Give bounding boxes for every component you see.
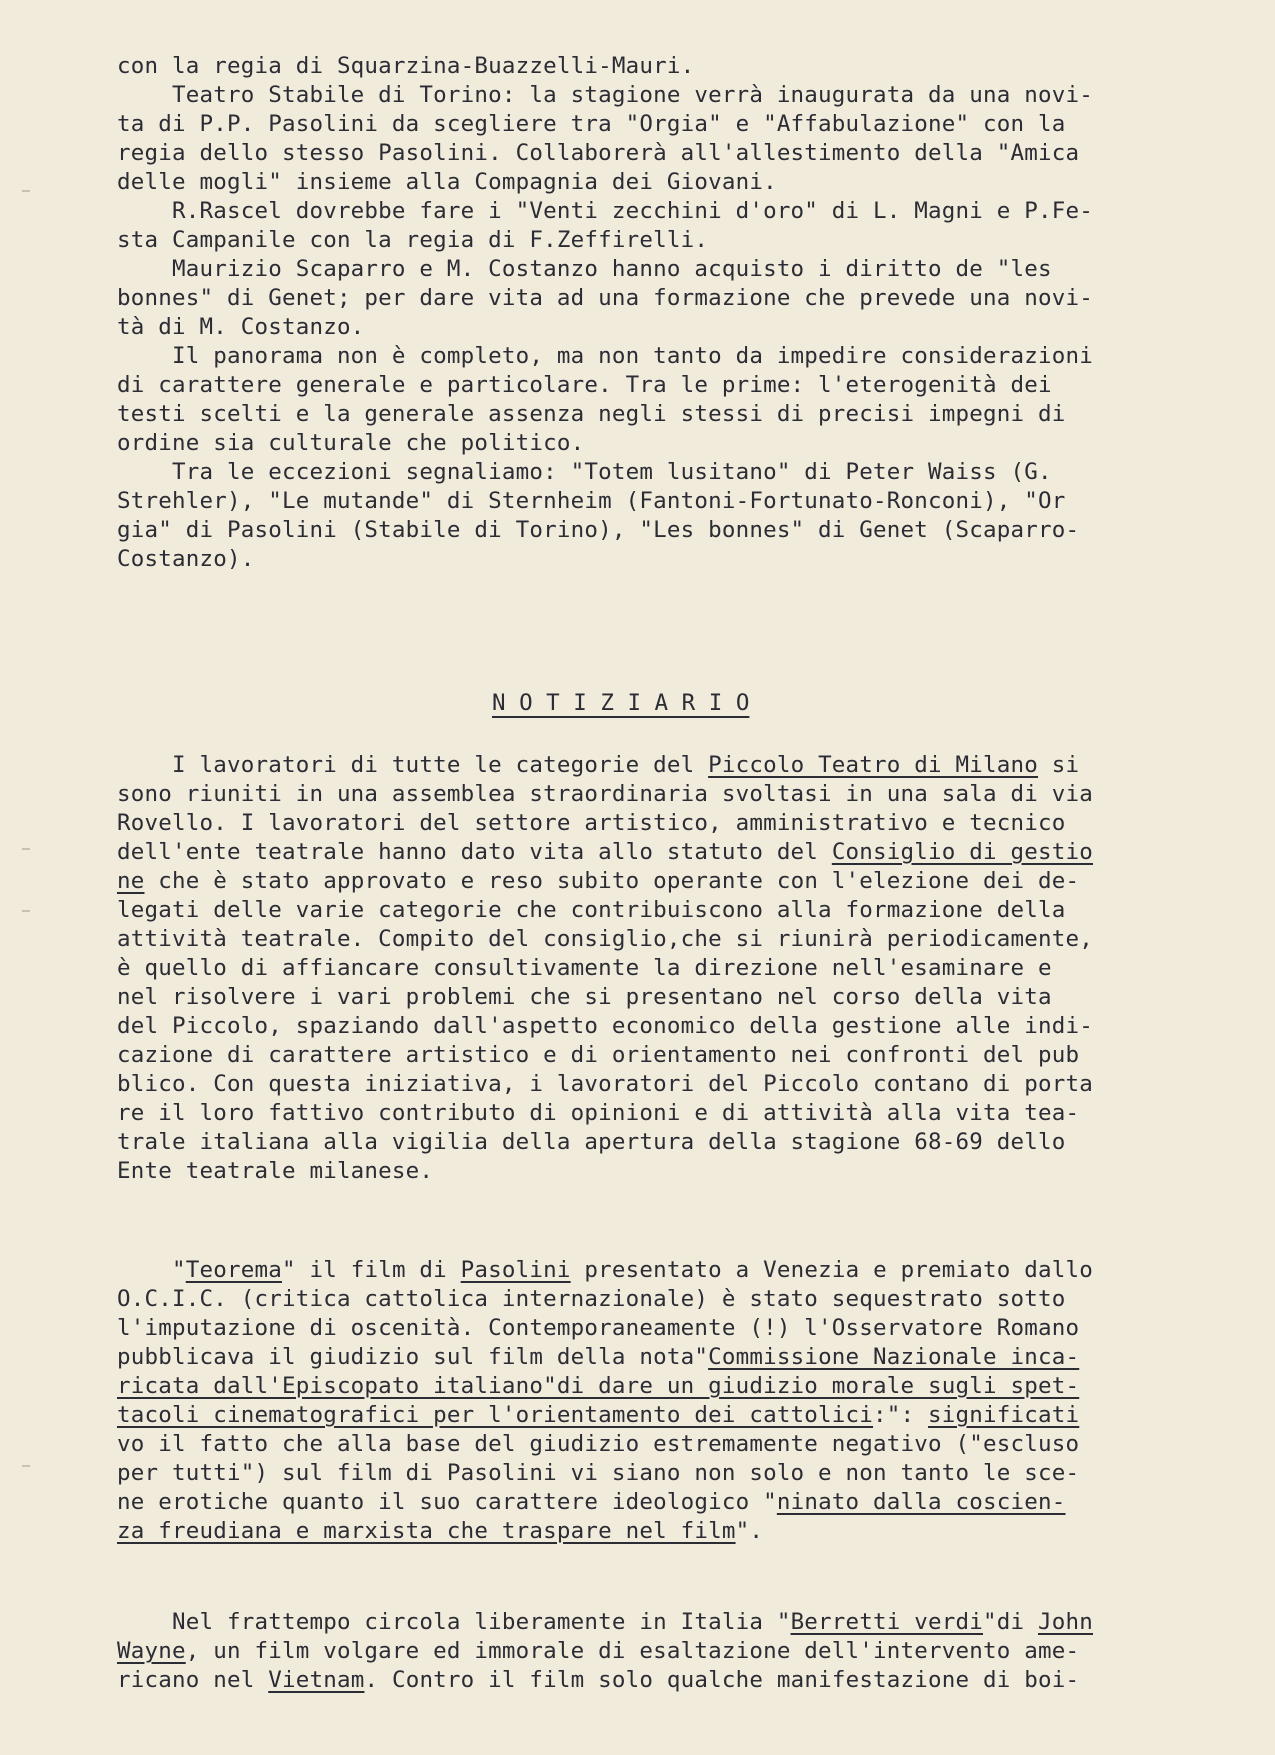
text-run: pubblicava il giudizio sul film della nota" [117, 1344, 709, 1370]
text-line [117, 81, 1093, 110]
text-line [117, 1070, 1093, 1099]
text-line [117, 1459, 1093, 1488]
text-run: . Contro il film solo qualche manifestazione di boi- [364, 1667, 1080, 1693]
text-run: O.C.I.C. (critica cattolica internazionale) è stato sequestrato sotto [117, 1286, 1066, 1312]
text-run: Tra le eccezioni segnaliamo: "Totem lusitano" di Peter Waiss (G. [117, 459, 1052, 485]
text-run: legati delle varie categorie che contribuiscono alla formazione della [117, 897, 1066, 923]
text-run: l'imputazione di oscenità. Contemporaneamente (!) l'Osservatore Romano [117, 1315, 1080, 1341]
text-run: ta di P.P. Pasolini da scegliere tra "Orgia" e "Affabulazione" con la [117, 111, 1066, 137]
underlined-text: Consiglio di gestio [831, 839, 1093, 865]
text-run: Teatro Stabile di Torino: la stagione verrà inaugurata da una novi- [117, 82, 1093, 108]
margin-mark [22, 848, 30, 850]
text-line [117, 838, 1093, 867]
text-line [117, 780, 1093, 809]
text-line [117, 751, 1093, 780]
text-line [117, 1343, 1093, 1372]
teorema-paragraph [117, 1256, 1093, 1546]
text-run: "di [983, 1609, 1039, 1635]
text-run: blico. Con questa iniziativa, i lavoratori del Piccolo contano di porta [117, 1071, 1093, 1097]
text-run: delle mogli" insieme alla Compagnia dei Giovani. [117, 169, 777, 195]
text-line [117, 867, 1093, 896]
text-line [117, 1099, 1093, 1128]
text-run: re il loro fattivo contributo di opinioni e di attività alla vita tea- [117, 1100, 1080, 1126]
text-run: con la regia di Squarzina-Buazzelli-Mauri. [117, 53, 695, 79]
text-run: ricano nel [117, 1667, 269, 1693]
underlined-text: Piccolo Teatro di Milano [708, 752, 1039, 778]
text-run: Ente teatrale milanese. [117, 1158, 434, 1184]
text-run: cazione di carattere artistico e di orientamento nei confronti del pub [117, 1042, 1080, 1068]
text-run: ordine sia culturale che politico. [117, 430, 585, 456]
piccolo-teatro-paragraph [117, 751, 1093, 1186]
text-line [117, 1666, 1093, 1695]
text-line [117, 1637, 1093, 1666]
underlined-text: za freudiana e marxista che traspare nel film [117, 1518, 736, 1544]
text-run: del Piccolo, spaziando dall'aspetto economico della gestione alle indi- [117, 1013, 1093, 1039]
theatre-season-paragraph [117, 52, 1093, 574]
text-run: :": [873, 1402, 929, 1428]
text-line [117, 1488, 1093, 1517]
text-run: presentato a Venezia e premiato dallo [570, 1257, 1094, 1283]
text-run: " il film di [281, 1257, 461, 1283]
text-run: di carattere generale e particolare. Tra le prime: l'eterogenità dei [117, 372, 1052, 398]
underlined-text: Commissione Nazionale inca- [708, 1344, 1080, 1370]
text-run: si [1038, 752, 1080, 778]
text-line [117, 255, 1093, 284]
text-line [117, 226, 1093, 255]
berretti-verdi-paragraph [117, 1608, 1093, 1695]
underlined-text: John [1038, 1609, 1094, 1635]
underlined-text: ne [117, 868, 145, 894]
text-line [117, 1128, 1093, 1157]
text-run: nel risolvere i vari problemi che si presentano nel corso della vita [117, 984, 1052, 1010]
text-run: Il panorama non è completo, ma non tanto da impedire considerazioni [117, 343, 1093, 369]
text-line [117, 1012, 1093, 1041]
text-line [117, 545, 1093, 574]
text-run: attività teatrale. Compito del consiglio,che si riunirà periodicamente, [117, 926, 1093, 952]
text-run: , un film volgare ed immorale di esaltazione dell'intervento ame- [185, 1638, 1080, 1664]
text-line [117, 809, 1093, 838]
text-run: Maurizio Scaparro e M. Costanzo hanno acquisto i diritto de "les [117, 256, 1052, 282]
margin-mark [22, 1465, 30, 1467]
text-run: Strehler), "Le mutande" di Sternheim (Fantoni-Fortunato-Ronconi), "Or [117, 488, 1066, 514]
text-line [117, 896, 1093, 925]
text-run: I lavoratori di tutte le categorie del [117, 752, 709, 778]
margin-mark [22, 190, 30, 192]
text-line [117, 313, 1093, 342]
text-line [117, 139, 1093, 168]
text-run: regia dello stesso Pasolini. Collaborerà all'allestimento della "Amica [117, 140, 1080, 166]
text-line [117, 1608, 1093, 1637]
text-run: gia" di Pasolini (Stabile di Torino), "Les bonnes" di Genet (Scaparro- [117, 517, 1080, 543]
underlined-text: tacoli cinematografici per l'orientamento dei cattolici [117, 1402, 874, 1428]
text-run: ne erotiche quanto il suo carattere ideologico " [117, 1489, 777, 1515]
text-run: ". [735, 1518, 764, 1544]
text-run: per tutti") sul film di Pasolini vi siano non solo e non tanto le sce- [117, 1460, 1080, 1486]
text-run: vo il fatto che alla base del giudizio estremamente negativo ("escluso [117, 1431, 1080, 1457]
text-line [117, 110, 1093, 139]
text-run: R.Rascel dovrebbe fare i "Venti zecchini d'oro" di L. Magni e P.Fe- [117, 198, 1093, 224]
text-line [117, 1372, 1093, 1401]
text-line [117, 197, 1093, 226]
section-heading: N O T I Z I A R I O [492, 690, 750, 716]
text-line [117, 487, 1093, 516]
text-line [117, 925, 1093, 954]
margin-mark [22, 910, 30, 912]
underlined-text: ricata dall'Episcopato italiano"di dare un giudizio morale sugli spet- [117, 1373, 1080, 1399]
text-run: sono riuniti in una assemblea straordinaria svoltasi in una sala di via [117, 781, 1093, 807]
text-line [117, 1517, 1093, 1546]
text-line [117, 52, 1093, 81]
text-line [117, 400, 1093, 429]
text-run: che è stato approvato e reso subito operante con l'elezione dei de- [144, 868, 1080, 894]
text-line [117, 983, 1093, 1012]
text-run: testi scelti e la generale assenza negli stessi di precisi impegni di [117, 401, 1066, 427]
text-line [117, 458, 1093, 487]
text-line [117, 284, 1093, 313]
text-run: trale italiana alla vigilia della apertura della stagione 68-69 dello [117, 1129, 1066, 1155]
text-line [117, 1430, 1093, 1459]
text-run: tà di M. Costanzo. [117, 314, 365, 340]
text-line [117, 168, 1093, 197]
underlined-text: ninato dalla coscien- [776, 1489, 1066, 1515]
text-line [117, 1285, 1093, 1314]
text-run: " [117, 1257, 186, 1283]
text-run: bonnes" di Genet; per dare vita ad una formazione che prevede una novi- [117, 285, 1093, 311]
underlined-text: Pasolini [460, 1257, 571, 1283]
text-run: sta Campanile con la regia di F.Zeffirelli. [117, 227, 709, 253]
text-line [117, 1041, 1093, 1070]
text-line [117, 1314, 1093, 1343]
text-run: Rovello. I lavoratori del settore artistico, amministrativo e tecnico [117, 810, 1066, 836]
text-line [117, 429, 1093, 458]
underlined-text: Teorema [185, 1257, 282, 1283]
text-line [117, 1256, 1093, 1285]
text-line [117, 1157, 1093, 1186]
text-line [117, 954, 1093, 983]
text-run: Nel frattempo circola liberamente in Italia " [117, 1609, 791, 1635]
underlined-text: Vietnam [268, 1667, 365, 1693]
underlined-text: Wayne [117, 1638, 186, 1664]
text-run: Costanzo). [117, 546, 255, 572]
text-line [117, 1401, 1093, 1430]
text-run: dell'ente teatrale hanno dato vita allo statuto del [117, 839, 832, 865]
text-run: è quello di affiancare consultivamente la direzione nell'esaminare e [117, 955, 1052, 981]
text-line [117, 342, 1093, 371]
text-line [117, 516, 1093, 545]
text-line [117, 371, 1093, 400]
underlined-text: Berretti verdi [790, 1609, 984, 1635]
underlined-text: significati [928, 1402, 1080, 1428]
